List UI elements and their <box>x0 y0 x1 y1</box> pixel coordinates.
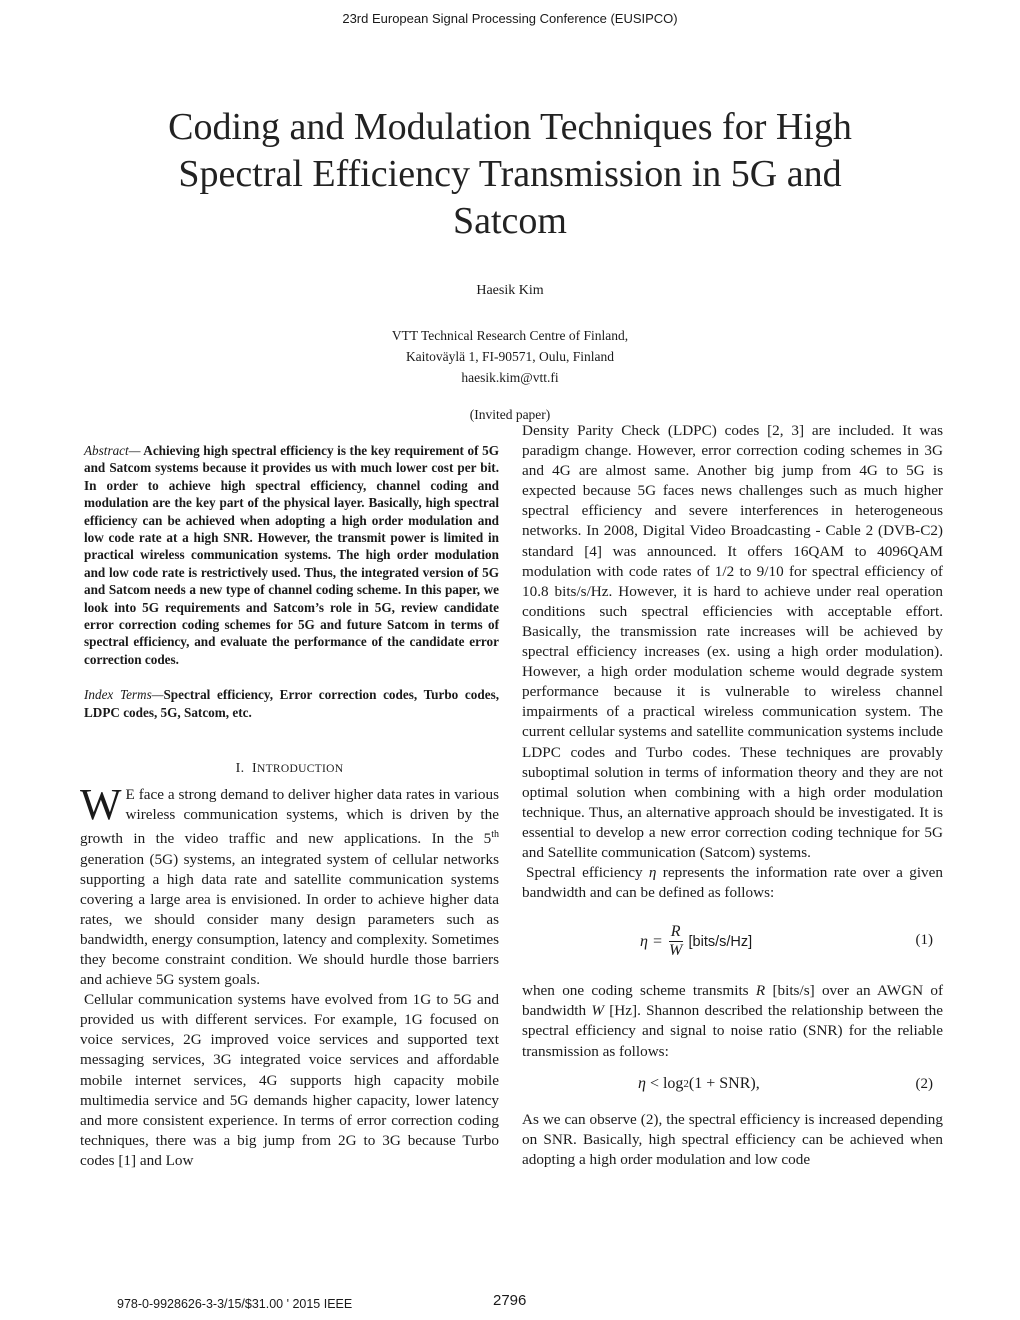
title-block <box>100 104 920 423</box>
index-terms-lead: Index Terms— <box>84 687 164 703</box>
eq1-fraction <box>669 923 683 960</box>
page-number: 2796 <box>493 1292 527 1309</box>
title-line-2: Spectral Efficiency Transmission in 5G and <box>178 153 842 195</box>
left-column <box>80 442 499 1171</box>
abstract-text: Achieving high spectral efficiency is the key requirement of 5G and Satcom systems because it provides us with much lower cost per bit. In order to achieve high spectral efficiency, channel coding and modulation are the key part of the physical layer. Basically, high spectral efficiency can be achieved when adopting a high order modulation and low code rate at a high SNR. However, the transmit power is limited in practical wireless communication systems. The high order modulation and low code rate is restrictively used. Thus, the integrated version of 5G and Satcom needs a new type of channel coding scheme. In this paper, we look into 5G requirements and Satcom’s role in 5G, review candidate error correction coding schemes for 5G and future Satcom in terms of spectral efficiency, and evaluate the performance of the candidate error correction codes. <box>84 443 499 667</box>
abstract-lead: Abstract— <box>84 443 141 458</box>
eq2-operator: < log <box>645 1074 684 1092</box>
p5-text-a: when one coding scheme transmits <box>522 982 756 1000</box>
index-terms <box>84 686 499 721</box>
eq1-unit: [bits/s/Hz] <box>688 933 753 950</box>
abstract <box>84 442 499 668</box>
p5-text-b: [bits/s] over an AWGN of bandwidth <box>522 982 944 1020</box>
author-name: Haesik Kim <box>476 283 544 298</box>
intro-p1-superscript: th <box>491 829 499 841</box>
intro-p1-rest: generation (5G) systems, an integrated system of cellular networks supporting a high data rate and satellite communication systems covering a large area is envisioned. In order to achieve higher data rates, we should consider many design parameters such as bandwidth, energy consumption, latency and complexity. Sometimes they become constraint condition. We should hurdle those barriers and achieve 5G system goals. <box>80 850 499 989</box>
title-line-3: Satcom <box>453 200 567 242</box>
author-email: haesik.kim@vtt.fi <box>461 370 559 385</box>
paper-title <box>100 104 920 245</box>
section-numeral: I. <box>235 761 245 777</box>
section-title-initial: I <box>252 761 257 777</box>
p5-text-c: [Hz]. Shannon described the relationship between the spectral efficiency and signal to noise ratio (SNR) for the reliable transmission as follows: <box>522 1002 943 1060</box>
intro-paragraph-6: As we can observe (2), the spectral efficiency is increased depending on SNR. Basically, high spectral efficiency can be achieved when adopting a high order modulation and low code <box>522 1110 943 1168</box>
affiliation <box>100 325 920 388</box>
intro-paragraph-5 <box>522 981 943 1061</box>
p5-W: W <box>591 1002 605 1020</box>
intro-p1-first: E face a strong demand to deliver higher data rates in various wireless communication systems, which is driven by the growth in the video traffic and new applications. In the 5 <box>80 786 499 848</box>
section-heading <box>80 759 499 779</box>
eq1-denominator: W <box>668 942 683 960</box>
affiliation-line-2: Kaitoväylä 1, FI-90571, Oulu, Finland <box>405 349 615 364</box>
conference-header: 23rd European Signal Processing Conference (EUSIPCO) <box>342 11 678 26</box>
p4-text-b: represents the information rate over a given bandwidth and can be defined as follows: <box>522 864 943 902</box>
equation-2 <box>522 1068 943 1104</box>
affiliation-line-1: VTT Technical Research Centre of Finland, <box>391 328 629 343</box>
eq2-subscript: 2 <box>683 1077 689 1090</box>
intro-paragraph-3: Density Parity Check (LDPC) codes [2, 3] are included. It was paradigm change. However, error correction coding schemes in 3G and 4G are almost same. Another big jump from 4G to 5G is expected because 5G faces news challenges such as much higher spectral efficiency and severe interferences in heterogeneous networks. In 2008, Digital Video Broadcasting - Cable 2 (DVB-C2) standard [4] was announced. It offers 16QAM to 4096QAM modulation with code rates of 1/2 to 9/10 for spectral efficiency of 10.8 bits/s/Hz. However, it is hard to achieve under real operation conditions such spectral efficiencies with acceptable effort. Basically, the transmission rate increases will be achieved by spectral efficiency increases (ex. using a high order modulation). However, a high order modulation scheme would degrade system performance because it is vulnerable to wireless channel impairments of a practical wireless communication system. The current cellular systems and satellite communication systems include LDPC codes and Turbo codes. These techniques are provably suboptimal solution in terms of information theory and they are not optimal solution when combining with a high order modulation technique. Thus, an alternative approach should be investigated. It is essential to develop a new error correction coding technique for 5G and Satellite communication (Satcom) systems. <box>522 422 943 861</box>
intro-paragraph-1 <box>80 780 499 990</box>
footer-isbn: 978-0-9928626-3-3/15/$31.00 ' 2015 IEEE <box>117 1297 353 1311</box>
equation-2-body <box>638 1074 760 1094</box>
eq2-rhs: (1 + SNR), <box>688 1074 760 1092</box>
eq1-lhs: η = <box>640 932 663 950</box>
eta-symbol: η <box>648 864 657 882</box>
intro-paragraph-2: Cellular communication systems have evolved from 1G to 5G and provided us with different services. For example, 1G focused on voice services, 2G improved voice services and supported text messaging services, 3G integrated voice services and affordable mobile internet services, 4G supports high capacity mobile multimedia service and 5G demands higher capacity, lower latency and more consistent experience. In terms of error correction coding techniques, there was a big jump from 2G to 3G because Turbo codes [1] and Low <box>80 991 499 1169</box>
intro-paragraph-4 <box>522 863 943 903</box>
equation-2-number: (2) <box>915 1075 933 1092</box>
eq2-lhs: η <box>638 1074 646 1092</box>
right-column <box>522 421 943 1170</box>
equation-1-number: (1) <box>915 932 933 949</box>
section-title-rest: NTRODUCTION <box>256 763 344 776</box>
invited-note: (Invited paper) <box>469 407 551 422</box>
equation-1 <box>522 913 943 971</box>
title-line-1: Coding and Modulation Techniques for High <box>168 106 852 148</box>
dropcap: W <box>80 780 122 830</box>
p5-R: R <box>755 982 766 1000</box>
p4-text-a: Spectral efficiency <box>526 864 649 882</box>
eq1-numerator: R <box>670 923 681 941</box>
equation-1-body <box>640 923 752 960</box>
index-terms-text: Spectral efficiency, Error correction codes, Turbo codes, LDPC codes, 5G, Satcom, etc. <box>84 687 499 720</box>
